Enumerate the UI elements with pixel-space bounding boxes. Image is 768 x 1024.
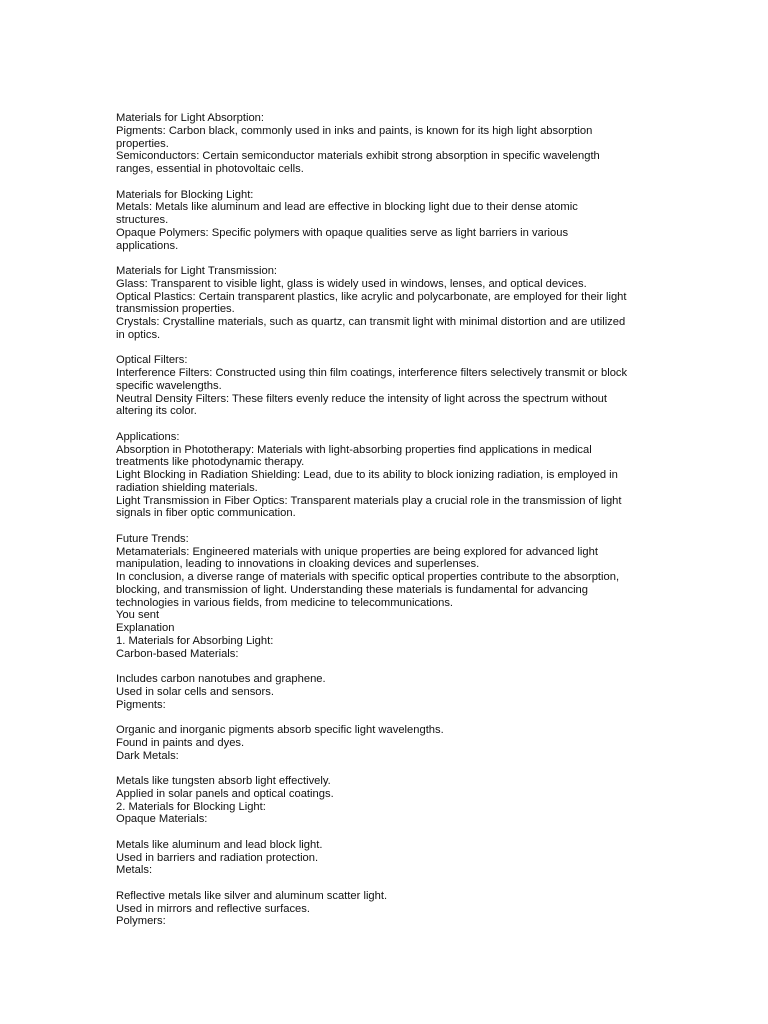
text-line: Materials for Blocking Light: — [116, 188, 254, 201]
text-line: transmission properties. — [116, 303, 235, 316]
text-line: Reflective metals like silver and aluminum scatter light. — [116, 889, 388, 902]
text-line: You sent — [116, 609, 160, 622]
text-line: 1. Materials for Absorbing Light: — [116, 634, 274, 647]
text-line: Light Blocking in Radiation Shielding: Lead, due to its ability to block ionizing radiation, is employed in — [116, 469, 618, 481]
text-line: manipulation, leading to innovations in cloaking devices and superlenses. — [116, 558, 480, 571]
text-line: Organic and inorganic pigments absorb specific light wavelengths. — [116, 724, 444, 736]
text-line: Metals like tungsten absorb light effectively. — [116, 775, 331, 787]
text-line: Light Transmission in Fiber Optics: Transparent materials play a crucial role in the transmission of light — [116, 494, 622, 507]
text-line: Applications: — [116, 430, 180, 443]
text-line: Used in solar cells and sensors. — [116, 685, 274, 698]
blank-line — [116, 342, 656, 355]
text-line: Crystals: Crystalline materials, such as quartz, can transmit light with minimal distortion and are utilized — [116, 316, 626, 328]
text-line: Pigments: Carbon black, commonly used in inks and paints, is known for its high light absorption — [116, 124, 593, 137]
text-line: Pigments: — [116, 698, 166, 711]
text-line: blocking, and transmission of light. Understanding these materials is fundamental for advancing — [116, 583, 588, 596]
text-line: Materials for Light Absorption: — [116, 112, 264, 124]
text-line: Optical Plastics: Certain transparent plastics, like acrylic and polycarbonate, are employed for their light — [116, 290, 627, 303]
blank-line — [116, 826, 656, 839]
text-line: Opaque Materials: — [116, 813, 208, 826]
text-line: Neutral Density Filters: These filters evenly reduce the intensity of light across the spectrum without — [116, 392, 608, 405]
blank-line — [116, 877, 656, 890]
text-line: Carbon-based Materials: — [116, 647, 239, 660]
text-line: Found in paints and dyes. — [116, 736, 245, 749]
text-line: altering its color. — [116, 405, 197, 418]
text-line: treatments like photodynamic therapy. — [116, 456, 305, 469]
blank-line — [116, 252, 656, 265]
text-line: Explanation — [116, 622, 175, 634]
text-line: specific wavelengths. — [116, 379, 222, 392]
text-line: Includes carbon nanotubes and graphene. — [116, 673, 326, 685]
text-line: Used in mirrors and reflective surfaces. — [116, 902, 310, 915]
text-line: Interference Filters: Constructed using thin film coatings, interference filters selectively transmit or block — [116, 367, 628, 379]
blank-line — [116, 711, 656, 724]
text-line: ranges, essential in photovoltaic cells. — [116, 163, 304, 175]
text-line: Used in barriers and radiation protection. — [116, 851, 319, 864]
blank-line — [116, 762, 656, 775]
document-body — [116, 112, 656, 928]
text-line: Metamaterials: Engineered materials with unique properties are being explored for advanced light — [116, 545, 598, 558]
text-line: radiation shielding materials. — [116, 481, 258, 494]
text-line: Optical Filters: — [116, 354, 188, 367]
text-line: Metals: Metals like aluminum and lead are effective in blocking light due to their dense atomic — [116, 201, 578, 214]
text-line: properties. — [116, 137, 169, 150]
text-line: Glass: Transparent to visible light, glass is widely used in windows, lenses, and optical devices. — [116, 277, 587, 290]
blank-line — [116, 418, 656, 431]
text-line: Future Trends: — [116, 532, 189, 545]
blank-line — [116, 520, 656, 533]
text-line: In conclusion, a diverse range of materials with specific optical properties contribute to the absorption, — [116, 571, 620, 583]
text-line: Applied in solar panels and optical coatings. — [116, 787, 334, 800]
text-line: Metals: — [116, 864, 153, 877]
text-line: Semiconductors: Certain semiconductor materials exhibit strong absorption in specific wavelength — [116, 150, 600, 163]
text-line: applications. — [116, 239, 179, 252]
text-line: Polymers: — [116, 915, 166, 928]
text-line: Absorption in Phototherapy: Materials with light-absorbing properties find applications in medical — [116, 443, 592, 456]
text-line: Opaque Polymers: Specific polymers with opaque qualities serve as light barriers in various — [116, 226, 569, 239]
blank-line — [116, 176, 656, 189]
text-line: Metals like aluminum and lead block light. — [116, 838, 323, 851]
text-line: technologies in various fields, from medicine to telecommunications. — [116, 596, 454, 609]
text-line: 2. Materials for Blocking Light: — [116, 800, 266, 813]
text-line: structures. — [116, 214, 169, 226]
text-line: Dark Metals: — [116, 749, 179, 762]
text-line: signals in fiber optic communication. — [116, 507, 296, 520]
blank-line — [116, 660, 656, 673]
text-line: Materials for Light Transmission: — [116, 265, 278, 277]
text-line: in optics. — [116, 328, 161, 341]
